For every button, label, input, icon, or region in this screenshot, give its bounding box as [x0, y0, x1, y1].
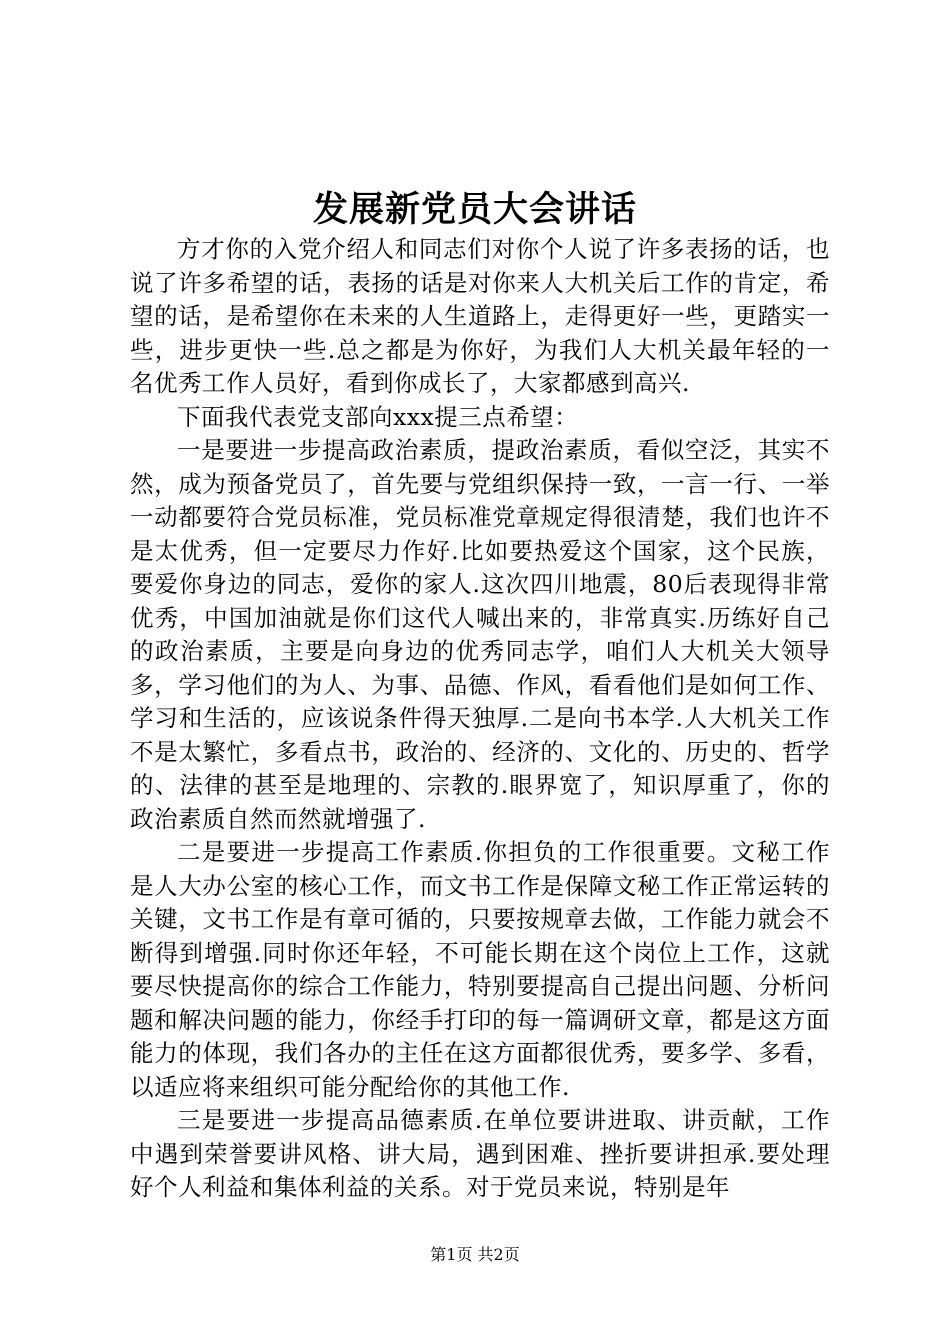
paragraph-political-quality: 一是要进一步提高政治素质，提政治素质，看似空泛，其实不然，成为预备党员了，首先要与党组织保持一致，一言一行、一举一动都要符合党员标准，党员标准党章规定得很清楚，我们也许不是太优秀，但一定要尽力作好.比如要热爱这个国家，这个民族，要爱你身边的同志，爱你的家人.这次四川地震，80后表现得非常优秀，中国加油就是你们这代人喊出来的，非常真实.历练好自己的政治素质，主要是向身边的优秀同志学，咱们人大机关大领导多，学习他们的为人、为事、品德、作风，看看他们是如何工作、学习和生活的，应该说条件得天独厚.二是向书本学.人大机关工作不是太繁忙，多看点书，政治的、经济的、文化的、历史的、哲学的、法律的甚至是地理的、宗教的.眼界宽了，知识厚重了，你的政治素质自然而然就增强了. [130, 436, 830, 833]
paragraph-hopes-lead: 下面我代表党支部向xxx提三点希望： [177, 402, 579, 431]
page-number-footer: 第1页 共2页 [430, 1245, 520, 1264]
paragraph-intro: 方才你的入党介绍人和同志们对你个人说了许多表扬的话，也说了许多希望的话，表扬的话是对你来人大机关后工作的肯定，希望的话，是希望你在未来的人生道路上，走得更好一些，更踏实一些，进步更快一些.总之都是为你好，为我们人大机关最年轻的一名优秀工作人员好，看到你成长了，大家都感到高兴. [130, 235, 830, 397]
document-title: 发展新党员大会讲话 [312, 189, 637, 230]
paragraph-work-quality: 二是要进一步提高工作素质.你担负的工作很重要。文秘工作是人大办公室的核心工作，而文书工作是保障文秘工作正常运转的关键，文书工作是有章可循的，只要按规章去做，工作能力就会不断得到增强.同时你还年轻，不可能长期在这个岗位上工作，这就要尽快提高你的综合工作能力，特别要提高自己提出问题、分析问题和解决问题的能力，你经手打印的每一篇调研文章，都是这方面能力的体现，我们各办的主任在这方面都很优秀，要多学、多看，以适应将来组织可能分配给你的其他工作. [130, 838, 830, 1101]
paragraph-moral-quality: 三是要进一步提高品德素质.在单位要讲进取、讲贡献，工作中遇到荣誉要讲风格、讲大局，遇到困难、挫折要讲担承.要处理好个人利益和集体利益的关系。对于党员来说，特别是年 [130, 1106, 830, 1201]
document-body [130, 233, 830, 1205]
